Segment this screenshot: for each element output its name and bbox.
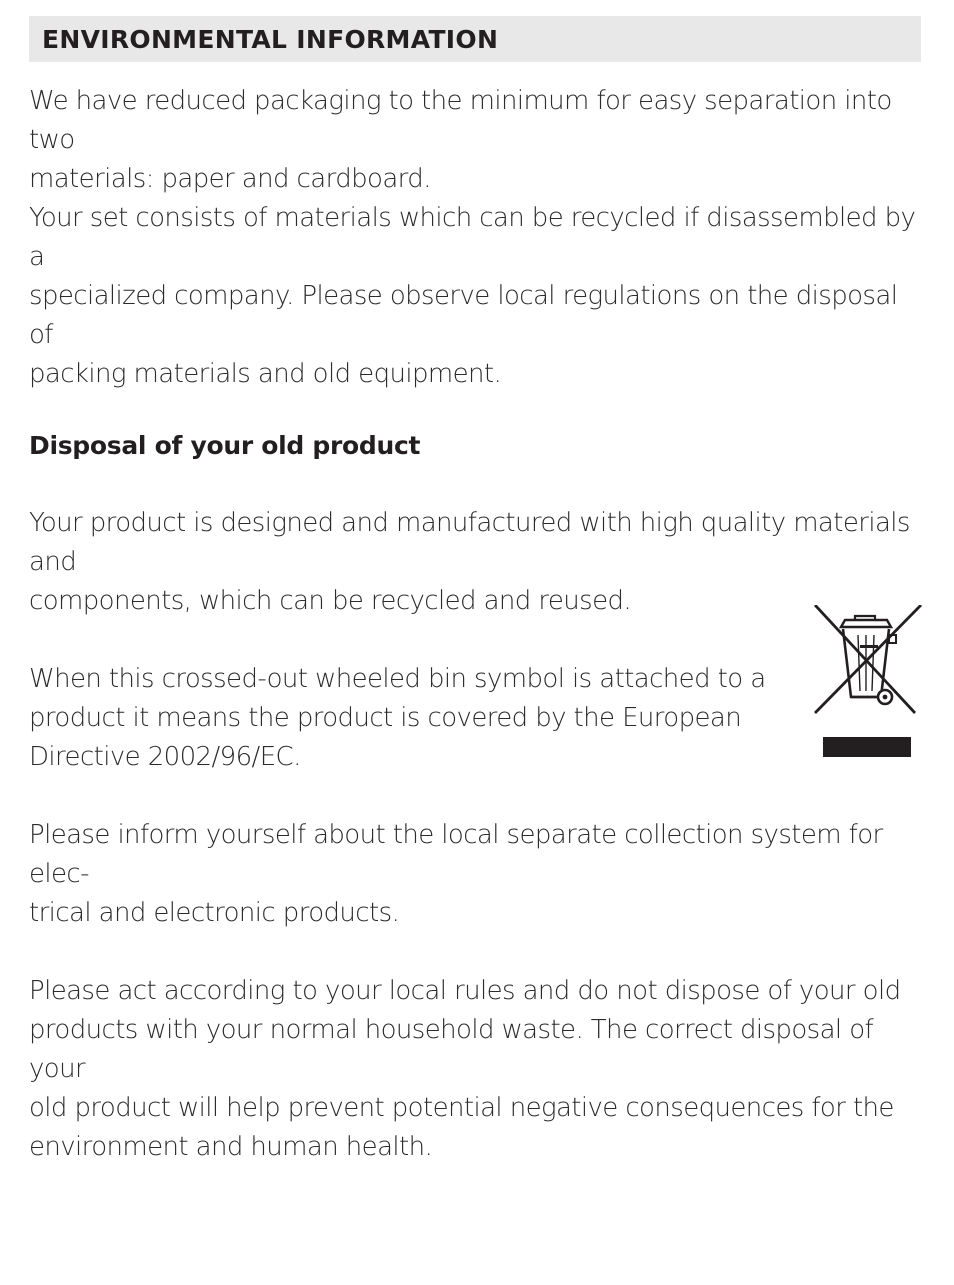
inform-paragraph [29, 816, 921, 933]
intro-line: We have reduced packaging to the minimum for easy separation into two [29, 86, 892, 155]
disposal-heading: Disposal of your old product [29, 431, 421, 460]
designed-paragraph [29, 504, 921, 621]
act-line: environment and human health. [29, 1132, 433, 1162]
crossed-out-wheeled-bin-icon [813, 605, 923, 765]
weee-paragraph [29, 660, 769, 777]
act-line: products with your normal household waste. The correct disposal of your [29, 1015, 874, 1084]
weee-line: product it means the product is covered by the European [29, 703, 742, 733]
weee-section [29, 660, 921, 777]
act-line: Please act according to your local rules and do not dispose of your old [29, 976, 901, 1006]
intro-line: packing materials and old equipment. [29, 359, 502, 389]
inform-line: trical and electronic products. [29, 898, 400, 928]
document-page [29, 16, 921, 1167]
intro-line: materials: paper and cardboard. [29, 164, 431, 194]
section-header [29, 16, 921, 62]
act-line: old product will help prevent potential negative consequences for the [29, 1093, 894, 1123]
designed-line: Your product is designed and manufactured with high quality materials and [29, 508, 910, 577]
intro-paragraph [29, 82, 921, 394]
weee-line: When this crossed-out wheeled bin symbol is attached to a [29, 664, 766, 694]
section-title: ENVIRONMENTAL INFORMATION [42, 24, 499, 54]
inform-line: Please inform yourself about the local separate collection system for elec- [29, 820, 883, 889]
weee-line: Directive 2002/96/EC. [29, 742, 301, 772]
intro-line: Your set consists of materials which can be recycled if disassembled by a [29, 203, 916, 272]
designed-line: components, which can be recycled and reused. [29, 586, 632, 616]
intro-line: specialized company. Please observe local regulations on the disposal of [29, 281, 898, 350]
act-paragraph [29, 972, 921, 1167]
